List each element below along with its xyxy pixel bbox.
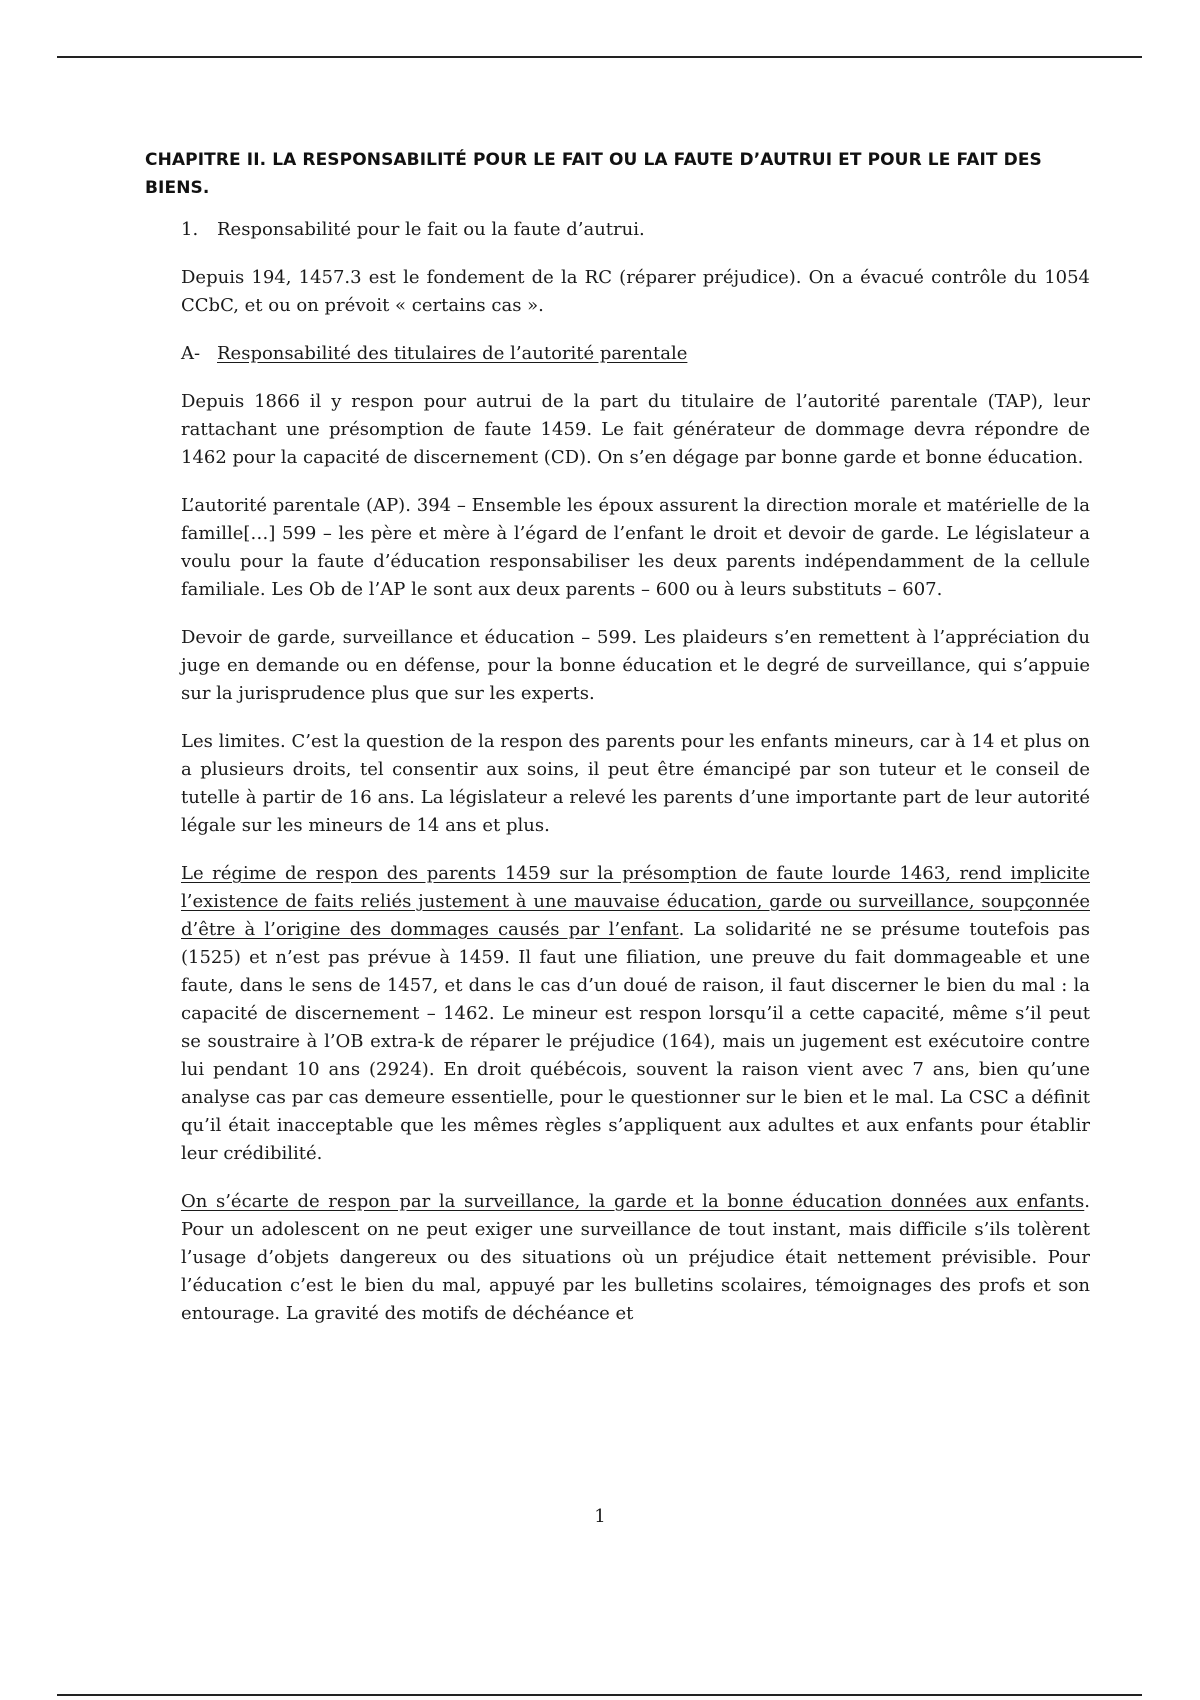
section-title: Responsabilité pour le fait ou la faute d’autrui. — [217, 219, 645, 240]
header-rule — [57, 56, 1142, 58]
page-number: 1 — [594, 1506, 606, 1527]
paragraph-2: Depuis 1866 il y respon pour autrui de la part du titulaire de l’autorité parentale (TAP), leur rattachant une présomption de faute 1459. Le fait générateur de dommage devra répondre de 1462 pour la capacité de discernement (CD). On s’en dégage par bonne garde et bonne éducation. — [181, 391, 1090, 468]
chapter-title: CHAPITRE II. LA RESPONSABILITÉ POUR LE FAIT OU LA FAUTE D’AUTRUI ET POUR LE FAIT DES BIENS. — [145, 150, 1042, 198]
paragraph-6-underlined: Le régime de respon des parents 1459 sur la présomption de faute lourde 1463, rend implicite l’existence de faits reliés justement à une mauvaise éducation, garde ou surveillance, soupçonnée d’être à l’origine des dommages causés par l’enfant — [181, 863, 1090, 940]
paragraph-4: Devoir de garde, surveillance et éducation – 599. Les plaideurs s’en remettent à l’appréciation du juge en demande ou en défense, pour la bonne éducation et le degré de surveillance, qui s’appuie sur la jurisprudence plus que sur les experts. — [181, 627, 1090, 704]
section-heading-1 — [181, 216, 1090, 244]
subsection-letter: A- — [181, 343, 201, 364]
subsection-title: Responsabilité des titulaires de l’autorité parentale — [217, 343, 688, 364]
subsection-heading-a — [181, 340, 1090, 368]
paragraph-3: L’autorité parentale (AP). 394 – Ensemble les époux assurent la direction morale et matérielle de la famille[…] 599 – les père et mère à l’égard de l’enfant le droit et devoir de garde. Le législateur a voulu pour la faute d’éducation responsabiliser les deux parents indépendamment de la cellule familiale. Les Ob de l’AP le sont aux deux parents – 600 ou à leurs substituts – 607. — [181, 495, 1090, 600]
paragraph-6-rest: . La solidarité ne se présume toutefois pas (1525) et n’est pas prévue à 1459. Il faut une filiation, une preuve du fait dommageable et une faute, dans le sens de 1457, et dans le cas d’un doué de raison, il faut discerner le bien du mal : la capacité de discernement – 1462. Le mineur est respon lorsqu’il a cette capacité, même s’il peut se soustraire à l’OB extra-k de réparer le préjudice (164), mais un jugement est exécutoire contre lui pendant 10 ans (2924). En droit québécois, souvent la raison vient avec 7 ans, bien qu’une analyse cas par cas demeure essentielle, pour le questionner sur le bien et le mal. La CSC a définit qu’il était inacceptable que les mêmes règles s’appliquent aux adultes et aux enfants pour établir leur crédibilité. — [181, 919, 1090, 1164]
section-number: 1. — [181, 219, 199, 240]
paragraph-5: Les limites. C’est la question de la respon des parents pour les enfants mineurs, car à 14 et plus on a plusieurs droits, tel consentir aux soins, il peut être émancipé par son tuteur et le conseil de tutelle à partir de 16 ans. La législateur a relevé les parents d’une importante part de leur autorité légale sur les mineurs de 14 ans et plus. — [181, 731, 1090, 836]
paragraph-1: Depuis 194, 1457.3 est le fondement de la RC (réparer préjudice). On a évacué contrôle du 1054 CCbC, et ou on prévoit « certains cas ». — [181, 267, 1090, 316]
paragraph-7 — [181, 1188, 1090, 1328]
document-body — [145, 146, 1090, 1348]
footer-rule — [57, 1694, 1142, 1696]
paragraph-7-underlined: On s’écarte de respon par la surveillance, la garde et la bonne éducation données aux enfants — [181, 1191, 1085, 1212]
paragraph-7-rest: . Pour un adolescent on ne peut exiger une surveillance de tout instant, mais difficile s’ils tolèrent l’usage d’objets dangereux ou des situations où un préjudice était nettement prévisible. Pour l’éducation c’est le bien du mal, appuyé par les bulletins scolaires, témoignages des profs et son entourage. La gravité des motifs de déchéance et — [181, 1191, 1090, 1324]
paragraph-6 — [181, 860, 1090, 1168]
